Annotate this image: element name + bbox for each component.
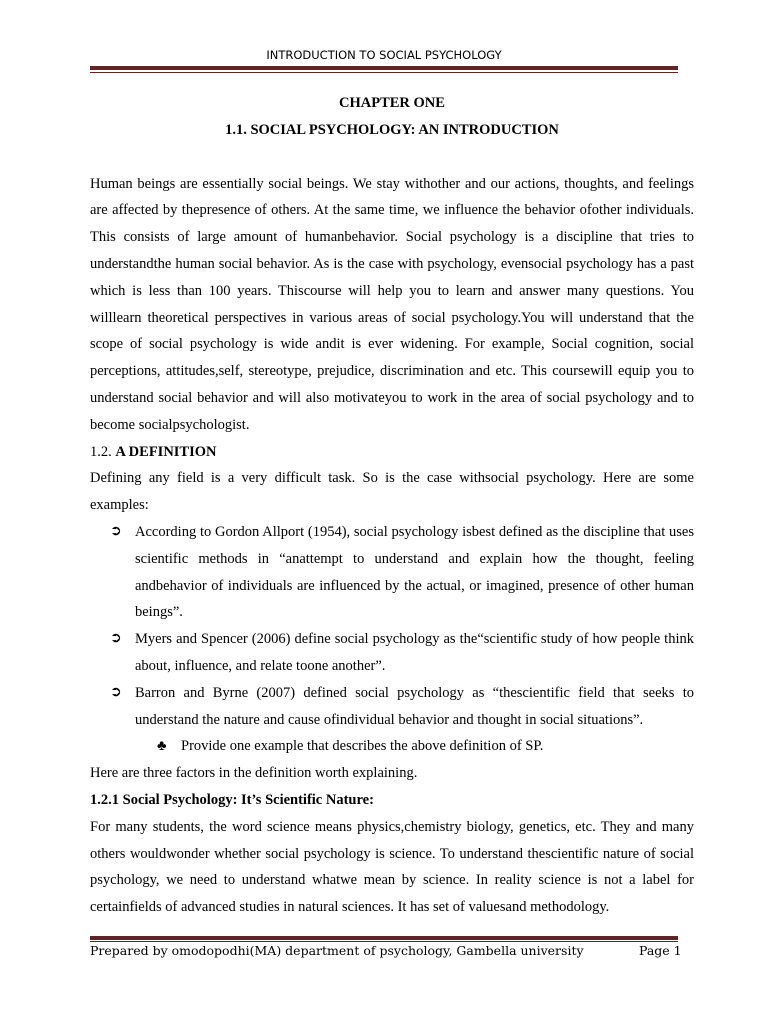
footer-rule-thick [90, 936, 678, 940]
arrow-bullet-icon: ➲ [110, 523, 122, 539]
header-rule-thin [90, 72, 678, 73]
definition-bullet-list [90, 519, 694, 733]
page-body [90, 90, 694, 921]
sub-bullet-item [90, 733, 694, 760]
chapter-title: 1.1. SOCIAL PSYCHOLOGY: AN INTRODUCTION [225, 121, 559, 138]
club-bullet-icon: ♣ [157, 738, 167, 755]
header-title: INTRODUCTION TO SOCIAL PSYCHOLOGY [266, 48, 502, 62]
chapter-label: CHAPTER ONE [339, 95, 445, 111]
bullet-text: Myers and Spencer (2006) define social psychology as the“scientific study of how people think about, influence, and relate toone another”. [135, 631, 694, 674]
definition-paragraph: Defining any field is a very difficult task. So is the case withsocial psychology. Here are some examples: [90, 470, 694, 514]
spacer [90, 144, 694, 171]
definition-after-text: Here are three factors in the definition worth explaining. [90, 765, 418, 782]
intro-paragraph: Human beings are essentially social beings. We stay withother and our actions, thoughts, and feelings are affected by thepresence of others. At the same time, we influence the behavior ofother individuals. This consists of large amount of humanbehavior. Social psychology is a discipline that tries to understandthe human social behavior. As is the case with psychology, evensocial psychology has a past which is less than 100 years. Thiscourse will help you to learn and answer many questions. You willlearn theoretical perspectives in various areas of social psychology.You will understand that the scope of social psychology is wide andit is ever widening. For example, Social cognition, social perceptions, attitudes,self, stereotype, prejudice, discrimination and etc. This coursewill equip you to understand social behavior and will also motivateyou to work in the area of social psychology and to become socialpsychologist. [90, 175, 694, 433]
list-item [90, 626, 694, 680]
definition-heading [90, 439, 694, 466]
section-121-paragraph: For many students, the word science means physics,chemistry biology, genetics, etc. They and many others wouldwonder whether social psychology is science. To understand thescientific nature of social psychology, we need to understand whatwe mean by science. In reality science is not a label for certainfields of advanced studies in natural sciences. It has set of valuesand methodology. [90, 818, 694, 916]
section-121-heading: 1.2.1 Social Psychology: It’s Scientific Nature: [90, 791, 374, 808]
footer-author: Prepared by omodopodhi(MA) department of psychology, Gambella university [90, 943, 584, 958]
header-rule-thick [90, 66, 678, 70]
footer-rule-thin [90, 941, 678, 942]
definition-title: A DEFINITION [115, 443, 217, 460]
arrow-bullet-icon: ➲ [110, 684, 122, 700]
arrow-bullet-icon: ➲ [110, 631, 122, 647]
bullet-text: Barron and Byrne (2007) defined social psychology as “thescientific field that seeks to understand the nature and cause ofindividual behavior and thought in social situations”. [135, 684, 694, 728]
footer-page-number: Page 1 [639, 943, 682, 958]
definition-number: 1.2. [90, 443, 112, 460]
bullet-text: According to Gordon Allport (1954), social psychology isbest defined as the discipline that uses scientific methods in “anattempt to understand and explain how the thought, feeling andbehavior of individuals are influenced by the actual, or imagined, presence of other human beings”. [135, 523, 694, 621]
list-item [90, 680, 694, 734]
sub-bullet-text: Provide one example that describes the above definition of SP. [181, 738, 544, 755]
list-item [90, 519, 694, 626]
